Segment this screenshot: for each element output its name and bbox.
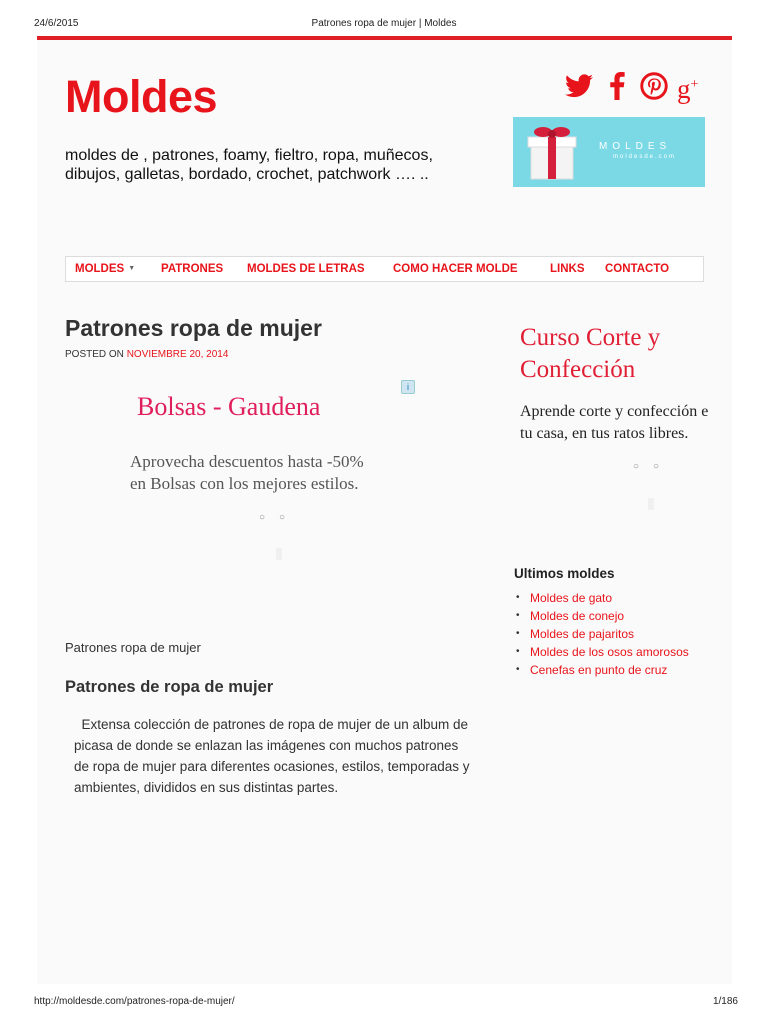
main-nav <box>65 256 704 282</box>
ad-text-line2: en Bolsas con los mejores estilos. <box>130 474 359 493</box>
print-date: 24/6/2015 <box>34 18 79 29</box>
nav-item-moldes-de-letras[interactable]: MOLDES DE LETRAS <box>247 263 365 275</box>
bullet-icon: • <box>516 664 520 675</box>
site-tagline: moldes de , patrones, foamy, fieltro, ropa, muñecos, dibujos, galletas, bordado, crochet, patchwork …. .. <box>65 147 433 183</box>
post-body <box>74 714 474 798</box>
post-body-text: Extensa colección de patrones de ropa de mujer de un album de picasa de donde se enlazan las imágenes con muchos patrones de ropa de mujer para diferentes ocasiones, estilos, temporadas y ambientes, divididos en sus distintas partes. <box>74 717 470 795</box>
post-caption: Patrones ropa de mujer <box>65 640 201 655</box>
side-ad-title-line2: Confección <box>520 356 636 383</box>
print-url: http://moldesde.com/patrones-ropa-de-mujer/ <box>34 996 235 1007</box>
nav-item-moldes[interactable] <box>75 263 135 275</box>
list-item[interactable] <box>514 607 689 625</box>
side-ad-text <box>520 401 740 445</box>
bullet-icon: • <box>516 610 520 621</box>
ad-text-line1: Aprovecha descuentos hasta -50% <box>130 452 364 471</box>
list-item[interactable] <box>514 589 689 607</box>
list-item-label: Cenefas en punto de cruz <box>530 663 668 677</box>
facebook-icon[interactable] <box>609 72 625 100</box>
side-ad-text-line2: tu casa, en tus ratos libres. <box>520 425 689 442</box>
ad-title[interactable]: Bolsas - Gaudena <box>137 392 321 421</box>
nav-item-como-hacer-molde[interactable]: COMO HACER MOLDE <box>393 263 518 275</box>
side-ad-title[interactable] <box>520 322 660 386</box>
banner-subtitle: moldesde.com <box>613 154 677 160</box>
site-logo[interactable]: Moldes <box>65 71 218 122</box>
google-plus-icon[interactable]: g+ <box>677 74 699 104</box>
nav-item-links[interactable]: LINKS <box>550 263 585 275</box>
nav-item-contacto[interactable]: CONTACTO <box>605 263 670 275</box>
list-item[interactable] <box>514 643 689 661</box>
banner-title: MOLDES <box>599 141 672 152</box>
pinterest-icon[interactable] <box>640 72 668 100</box>
nav-item-patrones[interactable]: PATRONES <box>161 263 224 275</box>
list-item-label: Moldes de gato <box>530 591 613 605</box>
list-item-label: Moldes de conejo <box>530 609 625 623</box>
recent-molds-list <box>514 589 689 679</box>
list-item-label: Moldes de los osos amorosos <box>530 645 689 659</box>
moldes-banner[interactable] <box>513 117 705 187</box>
posted-label: POSTED ON <box>65 349 124 360</box>
list-item[interactable] <box>514 625 689 643</box>
side-ad-text-line1: Aprende corte y confección e <box>520 403 709 420</box>
bullet-icon: • <box>516 646 520 657</box>
ad-faint-mark <box>276 548 282 560</box>
side-ad-carousel-dots[interactable]: ○○ <box>633 461 674 472</box>
chevron-down-icon: ▼ <box>128 265 136 273</box>
gift-icon <box>523 123 581 181</box>
list-item-label: Moldes de pajaritos <box>530 627 635 641</box>
ad-info-icon[interactable]: i <box>401 380 415 394</box>
twitter-icon[interactable] <box>565 74 593 98</box>
bullet-icon: • <box>516 628 520 639</box>
side-ad-title-line1: Curso Corte y <box>520 324 661 351</box>
bullet-icon: • <box>516 592 520 603</box>
post-meta <box>65 349 228 360</box>
print-page-number: 1/186 <box>712 996 738 1007</box>
print-title: Patrones ropa de mujer | Moldes <box>311 18 457 29</box>
widget-title: Ultimos moldes <box>514 566 615 581</box>
list-item[interactable] <box>514 661 689 679</box>
post-title: Patrones ropa de mujer <box>65 315 322 341</box>
post-heading: Patrones de ropa de mujer <box>65 678 274 696</box>
side-ad-faint-mark <box>648 498 654 510</box>
ad-carousel-dots[interactable]: ○○ <box>259 512 300 523</box>
nav-item-label: MOLDES <box>75 263 125 275</box>
posted-date[interactable]: NOVIEMBRE 20, 2014 <box>126 349 229 360</box>
print-header <box>0 18 768 32</box>
